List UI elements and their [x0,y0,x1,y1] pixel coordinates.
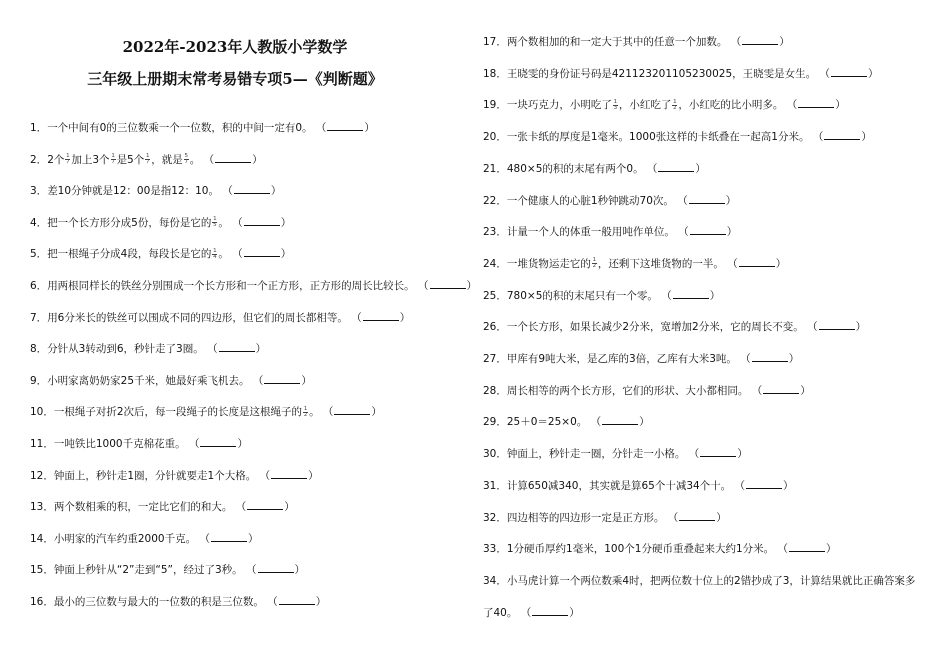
question-text: 最小的三位数与最大的一位数的积是三位数。 [53,596,264,608]
answer-paren-close: ） [716,511,727,524]
question-text: 一堆货物运走它的 [506,257,591,270]
answer-paren-open: （ [819,67,830,80]
answer-paren-open: （ [590,416,602,429]
question-text: 小明家的汽车约重2000千克。 [53,532,197,545]
answer-blank[interactable] [430,279,466,289]
answer-blank[interactable] [532,606,568,616]
answer-paren-close: ） [569,606,580,619]
answer-paren-close: ） [725,194,737,207]
question-text: 四边相等的四边形一定是正方形。 [506,511,665,524]
fraction [613,100,618,111]
question-item [30,563,305,577]
answer-paren-open: （ [777,543,788,556]
question-item [30,153,263,167]
answer-blank[interactable] [215,153,251,163]
question-item [483,606,580,620]
question-text: 差10分钟就是12：00是指12：10。 [47,185,219,198]
question-number: 27． [483,353,507,365]
answer-blank[interactable] [689,194,725,204]
question-item [483,98,846,112]
question-text: 一个长方形，如果长减少2分米，宽增加2分米，它的周长不变。 [506,321,804,334]
answer-paren-open: （ [677,194,688,207]
answer-paren-close: ） [783,479,794,492]
fraction [212,249,217,260]
question-number: 29． [483,416,507,429]
answer-paren-open: （ [740,353,751,365]
question-text: 把一根绳子分成4段，每段长是它的 [47,248,212,261]
question-text: 小明家离奶奶家25千米，她最好乘飞机去。 [47,374,250,387]
answer-blank[interactable] [244,216,280,226]
question-text: 用两根同样长的铁丝分别围成一个长方形和一个正方形，正方形的周长比较长。 [47,280,415,292]
answer-blank[interactable] [219,342,255,352]
answer-paren-open: （ [667,511,679,524]
question-number: 19． [483,99,507,112]
question-text: 小马虎计算一个两位数乘4时，把两位数十位上的2错抄成了3，计算结果就比正确答案多 [506,574,916,587]
answer-blank[interactable] [244,247,280,257]
question-text: ，还剩下这堆货物的一半。 [597,257,724,270]
answer-blank[interactable] [363,311,399,321]
answer-paren-open: （ [199,532,210,545]
question-number: 32． [483,511,507,524]
question-text: 1分硬币厚约1毫米，100个1分硬币重叠起来大约1分米。 [506,543,775,556]
question-text: 。 [218,216,229,229]
answer-paren-open: （ [786,99,798,112]
question-text: 。 [189,153,201,166]
question-text: 用6分米长的铁丝可以围成不同的四边形，但它们的周长都相等。 [47,311,348,324]
question-text: 一根绳子对折2次后，每一段绳子的长度是这根绳子的 [53,406,303,419]
question-text: 把一个长方形分成5份，每份是它的 [47,216,212,229]
question-text: 两个数相加的和一定大于其中的任意一个加数。 [506,36,728,48]
question-text: 周长相等的两个长方形，它们的形状、大小都相同。 [506,384,749,397]
question-number: 31． [483,479,507,492]
answer-paren-open: （ [232,216,243,229]
fraction-numerator: 1 [66,153,70,160]
question-text: 分针从3转动到6，秒针走了3圈。 [47,343,204,356]
answer-blank[interactable] [798,98,834,108]
question-item [30,247,291,261]
answer-paren-close: ） [364,122,375,134]
question-text: 是5个 [116,153,145,166]
answer-blank[interactable] [752,352,788,362]
question-number: 22． [483,194,507,207]
answer-blank[interactable] [739,257,775,267]
answer-paren-open: （ [751,384,763,397]
question-number: 30． [483,448,507,461]
question-item [30,405,382,419]
answer-paren-open: （ [246,564,257,577]
answer-paren-close: ） [709,289,721,302]
question-item [30,595,326,609]
question-text: 计算650减340，其实就是算65个十减34个十。 [506,479,732,492]
fraction-numerator: 1 [111,153,115,160]
answer-paren-open: （ [418,280,429,292]
answer-blank[interactable] [211,532,247,542]
answer-paren-open: （ [235,501,247,514]
answer-paren-close: ） [237,438,248,450]
answer-paren-open: （ [688,448,700,461]
question-number: 5． [30,248,48,261]
answer-paren-close: ） [252,153,263,166]
page-title-line2: 三年级上册期末常考易错专项5—《判断题》 [87,70,383,88]
question-number: 8． [30,343,48,356]
fraction-denominator: 4 [213,253,217,260]
question-text: 王晓雯的身份证号码是421123201105230025，王晓雯是女生。 [506,67,817,80]
answer-paren-close: ） [371,406,382,419]
fraction [303,407,308,418]
question-item [483,511,727,525]
fraction [212,217,217,228]
question-text: ，就是 [151,153,183,166]
answer-blank[interactable] [279,595,315,605]
answer-blank[interactable] [690,225,726,235]
answer-paren-open: （ [734,479,746,492]
fraction-numerator: 5 [184,153,188,160]
answer-paren-close: ） [695,162,706,175]
question-number: 2． [30,153,48,166]
question-item [483,225,737,239]
question-item [483,257,786,271]
answer-paren-close: ） [284,501,295,514]
question-number: 16． [30,596,54,608]
question-text: 2个 [47,153,65,166]
answer-paren-open: （ [727,257,738,270]
question-text: 钟面上，秒针走一圈，分针走一小格。 [506,448,686,461]
fraction-numerator: 1 [146,153,150,160]
answer-paren-close: ） [399,311,411,324]
question-item [483,194,736,208]
fraction [145,154,150,165]
question-text: 一个健康人的心脏1秒钟跳动70次。 [506,194,674,207]
answer-paren-open: （ [207,343,218,356]
question-text: 了40。 [483,606,518,619]
question-number: 6． [30,280,48,292]
question-item [30,279,477,293]
answer-blank[interactable] [271,469,307,479]
answer-blank[interactable] [746,479,782,489]
question-number: 28． [483,384,507,397]
answer-blank[interactable] [789,542,825,552]
answer-paren-open: （ [322,406,334,419]
answer-blank[interactable] [234,184,270,194]
question-item [30,311,410,325]
question-item [483,352,799,366]
answer-paren-close: ） [835,99,846,112]
question-item [483,320,866,334]
fraction-numerator: 1 [592,257,597,264]
fraction-denominator: 2 [673,104,677,111]
question-number: 23． [483,226,507,239]
answer-paren-close: ） [775,257,787,270]
answer-paren-close: ） [301,374,312,387]
answer-paren-close: ） [788,353,800,365]
question-item [30,374,312,388]
answer-paren-open: （ [203,153,215,166]
question-item [483,130,872,144]
answer-paren-close: ） [466,280,478,292]
answer-paren-open: （ [646,162,658,175]
question-number: 12． [30,469,54,482]
answer-paren-close: ） [825,543,837,556]
answer-blank[interactable] [819,320,855,330]
question-number: 18． [483,67,507,80]
question-item [30,121,375,135]
question-number: 21． [483,162,507,175]
question-text: 一块巧克力，小明吃了 [506,99,612,112]
fraction-denominator: 2 [303,411,308,418]
answer-paren-open: （ [232,248,243,261]
fraction-numerator: 1 [213,247,217,254]
answer-paren-open: （ [807,321,818,334]
answer-blank[interactable] [327,121,363,131]
question-number: 10． [30,406,54,419]
question-item [483,574,915,588]
question-number: 13． [30,501,54,514]
answer-paren-close: ） [779,36,790,48]
question-number: 14． [30,532,54,545]
answer-paren-open: （ [351,311,362,324]
answer-blank[interactable] [824,130,860,140]
question-number: 25． [483,289,507,302]
question-item [483,35,790,49]
answer-paren-close: ） [800,384,811,397]
fraction [592,258,597,269]
answer-paren-open: （ [222,185,233,198]
question-item [30,532,258,546]
question-item [30,500,295,514]
question-item [30,469,319,483]
fraction-numerator: 1 [303,405,308,412]
question-number: 1． [30,122,48,134]
question-item [483,542,836,556]
answer-paren-close: ） [255,343,267,356]
answer-paren-close: ） [726,226,738,239]
answer-paren-close: ） [855,321,867,334]
answer-paren-open: （ [267,596,278,608]
question-item [483,162,706,176]
answer-paren-open: （ [259,469,271,482]
question-text: 钟面上秒针从“2”走到“5”，经过了3秒。 [53,564,243,577]
question-text: 780×5的积的末尾只有一个零。 [506,289,658,302]
question-number: 9． [30,374,48,387]
question-item [483,479,794,493]
answer-paren-close: ） [270,185,282,198]
question-number: 34． [483,574,507,587]
answer-paren-close: ） [867,67,879,80]
fraction-numerator: 1 [673,98,677,105]
question-text: 。 [309,406,320,419]
question-text: 计量一个人的体重一般用吨作单位。 [506,226,675,239]
question-text: 一吨铁比1000千克棉花重。 [53,438,186,450]
question-item [483,289,720,303]
question-text: 两个数相乘的积，一定比它们的和大。 [53,501,233,514]
question-number: 7． [30,311,48,324]
fraction-denominator: 7 [111,159,115,166]
fraction-numerator: 1 [613,98,618,105]
question-number: 11． [30,438,54,450]
fraction-denominator: 3 [613,104,618,111]
answer-blank[interactable] [258,563,294,573]
question-item [30,342,266,356]
answer-blank[interactable] [673,289,709,299]
question-number: 4． [30,216,48,229]
answer-blank[interactable] [264,374,300,384]
answer-paren-open: （ [730,36,742,48]
answer-paren-close: ） [639,416,650,429]
question-text: 一张卡纸的厚度是1毫米。1000张这样的卡纸叠在一起高1分米。 [506,131,810,144]
fraction [111,154,116,165]
answer-blank[interactable] [602,415,638,425]
fraction [184,154,189,165]
answer-paren-close: ） [280,216,292,229]
question-number: 33． [483,543,507,556]
question-text: 甲库有9吨大米，是乙库的3倍，乙库有大米3吨。 [506,353,737,365]
answer-blank[interactable] [742,35,778,45]
answer-blank[interactable] [334,405,370,415]
answer-blank[interactable] [247,500,283,510]
question-text: ，小红吃了 [618,99,672,112]
answer-paren-close: ） [308,469,319,482]
fraction [672,100,677,111]
answer-paren-open: （ [520,606,532,619]
answer-paren-close: ） [737,448,748,461]
page-title-line1: 2022年-2023年人教版小学数学 [122,38,348,56]
question-number: 24． [483,257,507,270]
question-item [483,384,811,398]
question-number: 15． [30,564,54,577]
answer-paren-open: （ [678,226,689,239]
fraction-denominator: 7 [184,159,188,166]
fraction-denominator: 5 [213,222,217,229]
answer-blank[interactable] [831,67,867,77]
question-text: 钟面上，秒针走1圈，分针就要走1个大格。 [53,469,257,482]
answer-paren-open: （ [188,438,200,450]
fraction-denominator: 7 [146,159,150,166]
fraction-denominator: 2 [592,263,597,270]
question-item [483,67,878,81]
question-number: 17． [483,36,507,48]
question-text: 。 [218,248,229,261]
fraction [65,154,70,165]
answer-paren-close: ） [280,248,292,261]
answer-blank[interactable] [679,511,715,521]
question-text: 一个中间有0的三位数乘一个一位数，积的中间一定有0。 [47,122,313,134]
answer-paren-close: ） [315,596,327,608]
question-text: 25＋0＝25×0。 [506,416,588,429]
question-number: 26． [483,321,507,334]
answer-blank[interactable] [200,437,236,447]
question-item [483,415,650,429]
answer-paren-open: （ [315,122,327,134]
answer-paren-open: （ [812,131,824,144]
answer-blank[interactable] [658,162,694,172]
answer-paren-open: （ [252,374,264,387]
question-text: 480×5的积的末尾有两个0。 [506,162,644,175]
answer-paren-close: ） [247,532,259,545]
question-number: 3． [30,185,48,198]
answer-blank[interactable] [700,447,736,457]
answer-paren-open: （ [661,289,672,302]
question-item [483,447,748,461]
question-text: ，小红吃的比小明多。 [678,99,784,112]
question-text: 加上3个 [71,153,110,166]
question-item [30,216,291,230]
question-number: 20． [483,131,507,144]
answer-paren-close: ） [294,564,306,577]
fraction-denominator: 7 [66,159,70,166]
fraction-numerator: 1 [213,216,217,223]
question-item [30,437,248,451]
answer-paren-close: ） [861,131,872,144]
answer-blank[interactable] [763,384,799,394]
question-item [30,184,281,198]
